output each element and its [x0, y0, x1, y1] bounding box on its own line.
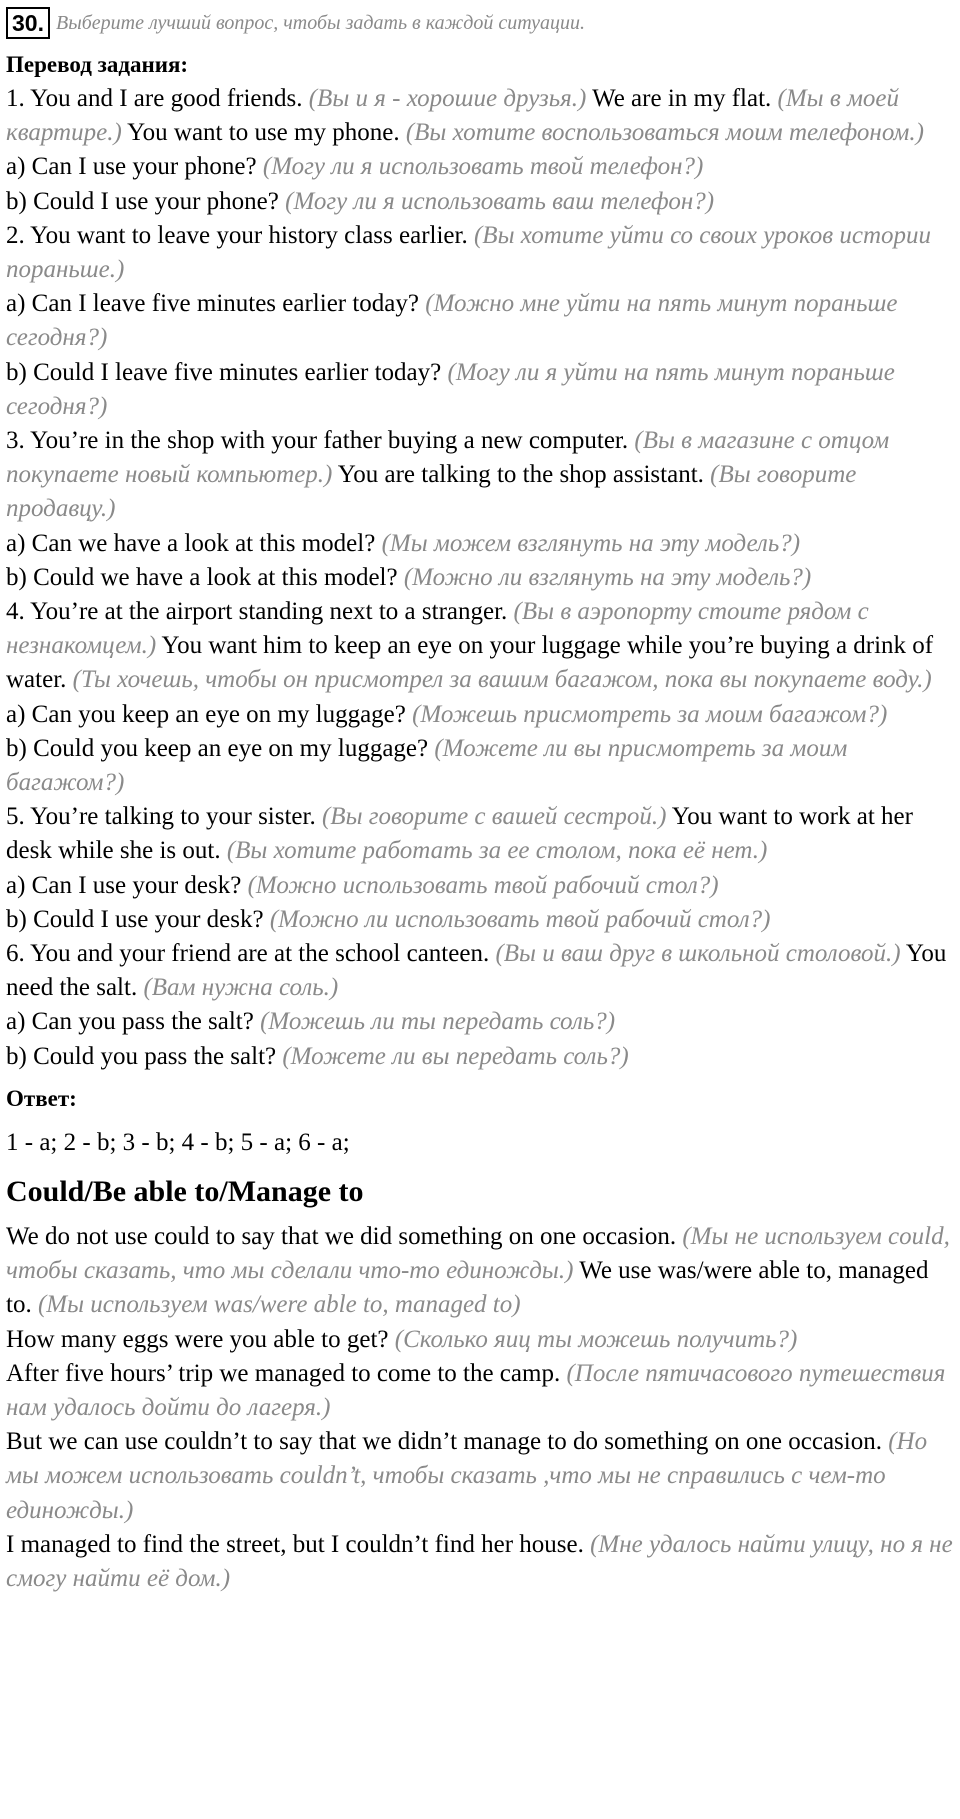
exercise-line [6, 424, 954, 527]
task-number: 30. [6, 7, 50, 39]
english-text: b) Could you keep an eye on my luggage? [6, 734, 435, 762]
translation-text: (Вам нужна соль.) [143, 974, 339, 1002]
english-text: a) Can I use your desk? [6, 871, 248, 899]
exercise-line [6, 185, 954, 219]
exercise-line [6, 595, 954, 698]
exercise-line [6, 219, 954, 287]
translation-text: (Но мы можем использовать couldn’t, чтобы сказать ,что мы не справились с чем-то единожды.) [6, 1428, 928, 1524]
english-text: How many eggs were you able to get? [6, 1325, 395, 1353]
translation-text: (Можете ли вы присмотреть за моим багажом?) [6, 734, 848, 797]
section-line [6, 1425, 954, 1528]
english-text: We use was/were able to, managed to. [6, 1257, 929, 1319]
english-text: b) Could we have a look at this model? [6, 563, 404, 591]
exercise-line [6, 82, 954, 150]
english-text: a) Can you keep an eye on my luggage? [6, 700, 413, 728]
translation-text: (Мы в моей квартире.) [6, 85, 900, 147]
translation-text: (Вы говорите с вашей сестрой.) [321, 803, 667, 831]
exercise-line [6, 903, 954, 937]
section-line [6, 1323, 954, 1357]
english-text: You need the salt. [6, 940, 947, 1002]
exercise-body [6, 82, 954, 1074]
section-line [6, 1528, 954, 1596]
translation-text: (Вы в аэропорту стоите рядом с незнакомцем.) [6, 598, 869, 660]
exercise-line [6, 1005, 954, 1039]
translation-text: (Можно ли использовать твой рабочий стол?) [269, 905, 771, 933]
exercise-line [6, 869, 954, 903]
translation-text: (Вы говорите продавцу.) [6, 461, 857, 523]
exercise-line [6, 356, 954, 424]
exercise-line [6, 1040, 954, 1074]
answer-label: Ответ: [6, 1085, 77, 1111]
english-text: You want him to keep an eye on your luggage while you’re buying a drink of water. [6, 632, 934, 694]
translation-text: (Вы и я - хорошие друзья.) [308, 85, 587, 112]
translation-text: (После пятичасового путешествия нам удалось дойти до лагеря.) [6, 1359, 946, 1421]
english-text: b) Could I use your phone? [6, 187, 286, 215]
english-text: b) Could I leave five minutes earlier today? [6, 358, 448, 386]
english-text: b) Could I use your desk? [6, 905, 270, 933]
english-text: I managed to find the street, but I couldn’t find her house. [6, 1530, 591, 1558]
translation-text: (Вы хотите работать за ее столом, пока её нет.) [226, 837, 768, 865]
exercise-line [6, 732, 954, 800]
english-text: b) Could you pass the salt? [6, 1042, 283, 1070]
english-text: We are in my flat. [586, 85, 778, 112]
translation-label: Перевод задания: [6, 52, 189, 77]
english-text: We do not use could to say that we did something on one occasion. [6, 1222, 683, 1250]
translation-text: (Ты хочешь, чтобы он присмотрел за вашим багажом, пока вы покупаете воду.) [72, 666, 932, 694]
english-text: You want to use my phone. [121, 119, 406, 147]
translation-text: (Можно использовать твой рабочий стол?) [247, 871, 719, 899]
exercise-line [6, 527, 954, 561]
exercise-line [6, 698, 954, 732]
translation-text: (Можешь ли ты передать соль?) [260, 1008, 616, 1036]
translation-text: (Мы не используем could, чтобы сказать, что мы сделали что-то единожды.) [6, 1222, 950, 1285]
translation-text: (Вы хотите уйти со своих уроков истории пораньше.) [6, 221, 932, 284]
english-text: But we can use couldn’t to say that we didn’t manage to do something on one occasion. [6, 1428, 889, 1456]
translation-text: (Могу ли я уйти на пять минут пораньше сегодня?) [6, 358, 895, 420]
section-line [6, 1357, 954, 1425]
translation-text: (Могу ли я использовать ваш телефон?) [285, 187, 715, 215]
exercise-line [6, 937, 954, 1005]
task-instruction: Выберите лучший вопрос, чтобы задать в каждой ситуации. [55, 11, 586, 34]
english-text: 1. You and I are good friends. [6, 85, 309, 112]
translation-text: (Мне удалось найти улицу, но я не смогу найти её дом.) [6, 1530, 953, 1592]
english-text: 2. You want to leave your history class earlier. [6, 221, 474, 249]
english-text: 5. You’re talking to your sister. [6, 803, 322, 831]
task-header [6, 4, 954, 42]
translation-text: (Сколько яиц ты можешь получить?) [394, 1325, 798, 1353]
exercise-line [6, 800, 954, 868]
translation-text: (Вы и ваш друг в школьной столовой.) [495, 940, 901, 968]
translation-text: (Можете ли вы передать соль?) [282, 1042, 629, 1070]
translation-text: (Можно мне уйти на пять минут пораньше сегодня?) [6, 290, 898, 352]
english-text: a) Can I leave five minutes earlier today? [6, 290, 426, 318]
english-text: a) Can I use your phone? [6, 153, 263, 181]
english-text: 4. You’re at the airport standing next to a stranger. [6, 598, 514, 626]
english-text: a) Can you pass the salt? [6, 1008, 261, 1036]
exercise-line [6, 287, 954, 355]
section-line [6, 1220, 954, 1323]
translation-text: (Можешь присмотреть за моим багажом?) [412, 700, 888, 728]
english-text: You are talking to the shop assistant. [332, 461, 711, 489]
translation-text: (Могу ли я использовать твой телефон?) [262, 153, 704, 181]
translation-text: (Мы используем was/were able to, managed to) [37, 1291, 521, 1319]
english-text: After five hours’ trip we managed to come to the camp. [6, 1359, 567, 1387]
english-text: 3. You’re in the shop with your father buying a new computer. [6, 427, 635, 455]
section-body [6, 1220, 954, 1596]
exercise-line [6, 561, 954, 595]
english-text: You want to work at her desk while she is out. [6, 803, 913, 865]
translation-text: (Вы в магазине с отцом покупаете новый компьютер.) [6, 427, 890, 489]
translation-text: (Можно ли взглянуть на эту модель?) [403, 563, 812, 591]
english-text: a) Can we have a look at this model? [6, 529, 382, 557]
english-text: 6. You and your friend are at the school canteen. [6, 940, 496, 968]
answer-text: 1 - a; 2 - b; 3 - b; 4 - b; 5 - a; 6 - a; [6, 1128, 350, 1156]
translation-text: (Вы хотите воспользоваться моим телефоном.) [405, 119, 924, 147]
translation-text: (Мы можем взглянуть на эту модель?) [381, 529, 801, 557]
section-title: Could/Be able to/Manage to [6, 1174, 364, 1208]
exercise-line [6, 150, 954, 184]
